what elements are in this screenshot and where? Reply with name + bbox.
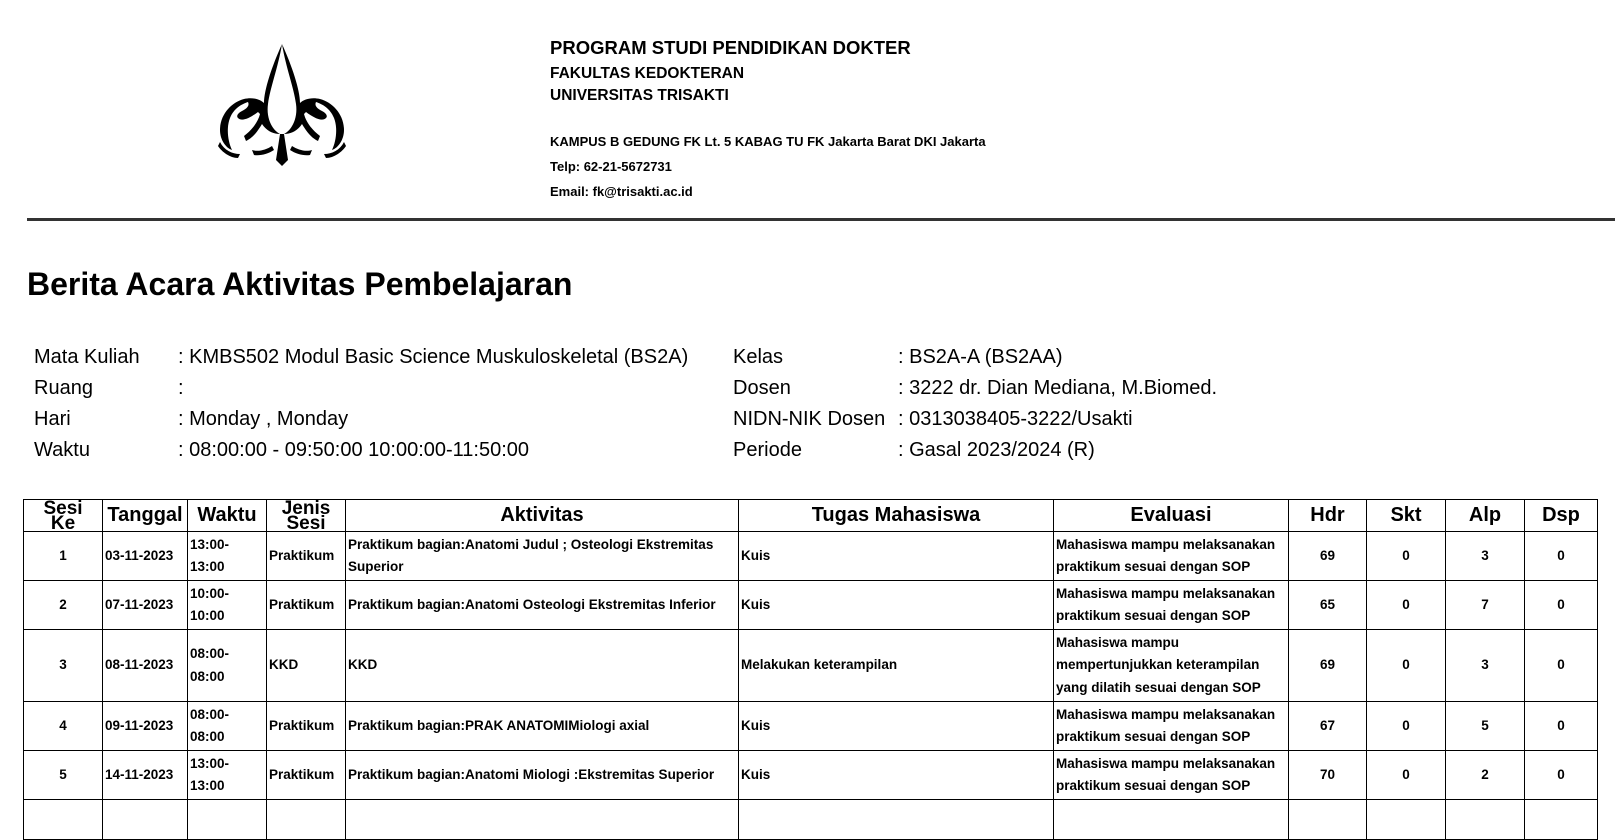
col-header-absent: Alp xyxy=(1446,500,1525,532)
cell-session: 5 xyxy=(24,751,103,800)
email-address: Email: fk@trisakti.ac.id xyxy=(550,184,693,199)
cell-excused: 0 xyxy=(1525,581,1598,630)
info-row-day xyxy=(34,404,688,435)
col-header-session-type: Jenis Sesi xyxy=(267,500,346,532)
cell-activity: Praktikum bagian:PRAK ANATOMIMiologi axial xyxy=(346,702,739,751)
cell-excused: 0 xyxy=(1525,532,1598,581)
cell-absent: 3 xyxy=(1446,532,1525,581)
table-row xyxy=(24,800,1598,840)
col-header-assignment: Tugas Mahasiswa xyxy=(739,500,1054,532)
university-name: UNIVERSITAS TRISAKTI xyxy=(550,87,729,104)
cell-present: 67 xyxy=(1289,702,1367,751)
cell-absent xyxy=(1446,800,1525,840)
campus-address: KAMPUS B GEDUNG FK Lt. 5 KABAG TU FK Jakarta Barat DKI Jakarta xyxy=(550,134,986,149)
info-row-lecturer xyxy=(733,373,1217,404)
cell-date: 09-11-2023 xyxy=(103,702,188,751)
info-value: : BS2A-A (BS2AA) xyxy=(898,346,1063,368)
cell-assignment: Melakukan keterampilan xyxy=(739,630,1054,702)
cell-present: 70 xyxy=(1289,751,1367,800)
cell-present: 69 xyxy=(1289,630,1367,702)
info-row-room xyxy=(34,373,688,404)
cell-assignment xyxy=(739,800,1054,840)
col-header-time: Waktu xyxy=(188,500,267,532)
col-header-date: Tanggal xyxy=(103,500,188,532)
cell-evaluation: Mahasiswa mampu mempertunjukkan keterampilan yang dilatih sesuai dengan SOP xyxy=(1054,630,1289,702)
cell-session-type: Praktikum xyxy=(267,751,346,800)
cell-evaluation: Mahasiswa mampu melaksanakan praktikum sesuai dengan SOP xyxy=(1054,751,1289,800)
info-value: : 08:00:00 - 09:50:00 10:00:00-11:50:00 xyxy=(178,439,530,461)
info-value: : Monday , Monday xyxy=(178,408,349,430)
cell-session-type: Praktikum xyxy=(267,532,346,581)
cell-absent: 3 xyxy=(1446,630,1525,702)
faculty-name: FAKULTAS KEDOKTERAN xyxy=(550,65,745,82)
cell-date xyxy=(103,800,188,840)
cell-present: 65 xyxy=(1289,581,1367,630)
program-name: PROGRAM STUDI PENDIDIKAN DOKTER xyxy=(550,37,911,58)
col-header-session: Sesi Ke xyxy=(24,500,103,532)
cell-sick xyxy=(1367,800,1446,840)
cell-absent: 5 xyxy=(1446,702,1525,751)
info-label: Ruang xyxy=(34,377,93,399)
info-value: : 0313038405-3222/Usakti xyxy=(898,408,1133,430)
cell-assignment: Kuis xyxy=(739,532,1054,581)
cell-date: 03-11-2023 xyxy=(103,532,188,581)
info-label: Periode xyxy=(733,439,802,461)
cell-sick: 0 xyxy=(1367,751,1446,800)
cell-date: 07-11-2023 xyxy=(103,581,188,630)
cell-excused xyxy=(1525,800,1598,840)
col-header-excused: Dsp xyxy=(1525,500,1598,532)
cell-evaluation: Mahasiswa mampu melaksanakan praktikum sesuai dengan SOP xyxy=(1054,581,1289,630)
cell-time: 10:00- 10:00 xyxy=(188,581,267,630)
phone-number: Telp: 62-21-5672731 xyxy=(550,159,672,174)
cell-session: 2 xyxy=(24,581,103,630)
cell-activity: KKD xyxy=(346,630,739,702)
cell-present: 69 xyxy=(1289,532,1367,581)
table-row xyxy=(24,532,1598,581)
cell-evaluation: Mahasiswa mampu melaksanakan praktikum sesuai dengan SOP xyxy=(1054,702,1289,751)
cell-session: 3 xyxy=(24,630,103,702)
info-row-time xyxy=(34,435,688,466)
cell-sick: 0 xyxy=(1367,702,1446,751)
info-label: Dosen xyxy=(733,377,791,399)
cell-activity: Praktikum bagian:Anatomi Judul ; Osteologi Ekstremitas Superior xyxy=(346,532,739,581)
cell-sick: 0 xyxy=(1367,532,1446,581)
cell-assignment: Kuis xyxy=(739,581,1054,630)
info-value: : xyxy=(178,377,184,399)
col-header-sick: Skt xyxy=(1367,500,1446,532)
info-row-period xyxy=(733,435,1217,466)
cell-time: 13:00- 13:00 xyxy=(188,751,267,800)
cell-activity: Praktikum bagian:Anatomi Osteologi Ekstremitas Inferior xyxy=(346,581,739,630)
cell-time xyxy=(188,800,267,840)
cell-sick: 0 xyxy=(1367,630,1446,702)
course-info-right xyxy=(733,342,1217,466)
cell-session: 1 xyxy=(24,532,103,581)
cell-time: 13:00- 13:00 xyxy=(188,532,267,581)
info-row-course xyxy=(34,342,688,373)
table-row xyxy=(24,581,1598,630)
cell-assignment: Kuis xyxy=(739,751,1054,800)
cell-evaluation: Mahasiswa mampu melaksanakan praktikum sesuai dengan SOP xyxy=(1054,532,1289,581)
document-title: Berita Acara Aktivitas Pembelajaran xyxy=(27,266,573,302)
table-row xyxy=(24,630,1598,702)
cell-session-type: KKD xyxy=(267,630,346,702)
cell-excused: 0 xyxy=(1525,630,1598,702)
col-header-present: Hdr xyxy=(1289,500,1367,532)
cell-excused: 0 xyxy=(1525,702,1598,751)
info-row-class xyxy=(733,342,1217,373)
cell-sick: 0 xyxy=(1367,581,1446,630)
info-label: Kelas xyxy=(733,346,784,368)
col-header-evaluation: Evaluasi xyxy=(1054,500,1289,532)
info-value: : 3222 dr. Dian Mediana, M.Biomed. xyxy=(898,377,1218,399)
university-logo xyxy=(212,42,352,168)
cell-absent: 7 xyxy=(1446,581,1525,630)
col-header-activity: Aktivitas xyxy=(346,500,739,532)
cell-session-type xyxy=(267,800,346,840)
info-label: NIDN-NIK Dosen xyxy=(733,408,886,430)
info-label: Waktu xyxy=(34,439,90,461)
header-divider xyxy=(27,218,1615,221)
cell-session-type: Praktikum xyxy=(267,581,346,630)
cell-time: 08:00- 08:00 xyxy=(188,702,267,751)
info-value: : Gasal 2023/2024 (R) xyxy=(898,439,1095,461)
cell-excused: 0 xyxy=(1525,751,1598,800)
cell-evaluation xyxy=(1054,800,1289,840)
cell-session: 4 xyxy=(24,702,103,751)
info-label: Mata Kuliah xyxy=(34,346,140,368)
table-header-row xyxy=(24,500,1598,532)
activity-table xyxy=(23,499,1598,840)
cell-present xyxy=(1289,800,1367,840)
cell-time: 08:00- 08:00 xyxy=(188,630,267,702)
cell-session-type: Praktikum xyxy=(267,702,346,751)
table-row xyxy=(24,751,1598,800)
table-row xyxy=(24,702,1598,751)
cell-date: 08-11-2023 xyxy=(103,630,188,702)
course-info-left xyxy=(34,342,688,466)
info-row-nidn xyxy=(733,404,1217,435)
cell-session xyxy=(24,800,103,840)
cell-activity xyxy=(346,800,739,840)
info-value: : KMBS502 Modul Basic Science Muskuloskeletal (BS2A) xyxy=(178,346,689,368)
cell-absent: 2 xyxy=(1446,751,1525,800)
cell-activity: Praktikum bagian:Anatomi Miologi :Ekstremitas Superior xyxy=(346,751,739,800)
cell-assignment: Kuis xyxy=(739,702,1054,751)
info-label: Hari xyxy=(34,408,71,430)
cell-date: 14-11-2023 xyxy=(103,751,188,800)
